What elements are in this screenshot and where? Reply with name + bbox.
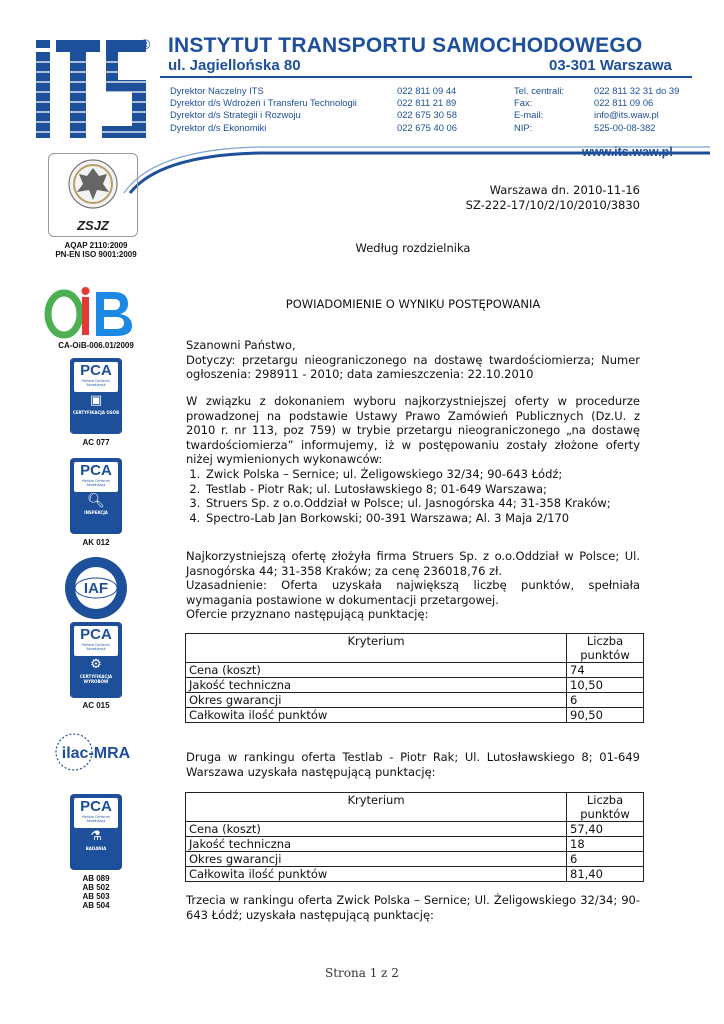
list-item: 2. Testlab - Piotr Rak; ul. Lutosławskiego 8; 01-649 Warszawa; bbox=[204, 482, 640, 497]
zsjz-label: ZSJZ bbox=[77, 218, 109, 233]
table-row bbox=[186, 678, 644, 693]
pca-logo-text: PCA bbox=[80, 462, 112, 479]
criterion-cell: Całkowita ilość punktów bbox=[186, 708, 567, 723]
gears-icon: ⚙ bbox=[90, 657, 102, 672]
justification-text: Uzasadnienie: Oferta uzyskała największą liczbę punktów, spełniała wymagania postawione w dokumentacji przetargowej. bbox=[186, 578, 640, 607]
table-header-row bbox=[186, 793, 644, 822]
third-place-text: Trzecia w rankingu oferta Zwick Polska – Sernice; Ul. Żeligowskiego 32/34; 90-643 Łódź; uzyskała następującą punktację: bbox=[186, 893, 640, 922]
ilac-text: ilac-MRA bbox=[61, 745, 131, 762]
table-row bbox=[186, 663, 644, 678]
institute-name: INSTYTUT TRANSPORTU SAMOCHODOWEGO bbox=[168, 34, 643, 57]
criterion-cell: Okres gwarancji bbox=[186, 852, 567, 867]
director-phone: 022 811 09 44 bbox=[397, 85, 457, 96]
points-cell: 10,50 bbox=[567, 678, 644, 693]
directors-table bbox=[170, 85, 694, 134]
pca-badge bbox=[70, 794, 122, 870]
aqap-standard: AQAP 2110:2009 bbox=[64, 241, 128, 250]
iaf-text: IAF bbox=[83, 580, 109, 597]
table-row bbox=[186, 852, 644, 867]
criterion-cell: Jakość techniczna bbox=[186, 678, 567, 693]
director-title: Dyrektor Naczelny ITS bbox=[170, 85, 264, 96]
pca-subtitle: Polskie Centrum Akredytacji bbox=[82, 379, 110, 387]
column-header: Kryterium bbox=[186, 634, 567, 663]
contact-value: 022 811 32 31 do 39 bbox=[594, 85, 680, 96]
address-street: ul. Jagiellońska 80 bbox=[168, 57, 301, 74]
accreditation-code: AC 077 bbox=[82, 438, 110, 447]
addressee: Według rozdzielnika bbox=[355, 241, 471, 255]
second-place-text: Druga w rankingu oferta Testlab - Piotr Rak; Ul. Lutosławskiego 8; 01-649 Warszawa uzyskała następującą punktację: bbox=[186, 750, 640, 779]
contact-value[interactable]: info@its.waw.pl bbox=[594, 109, 659, 121]
scores-intro: Ofercie przyznano następującą punktację: bbox=[186, 607, 429, 622]
table-header-row bbox=[186, 634, 644, 663]
bidders-list bbox=[186, 467, 640, 525]
pca-badge bbox=[70, 458, 122, 534]
director-row bbox=[170, 97, 694, 109]
criterion-cell: Cena (koszt) bbox=[186, 822, 567, 837]
accreditation-code: AB 504 bbox=[82, 901, 110, 910]
letter-opening bbox=[186, 338, 640, 382]
list-item: 3. Struers Sp. z o.o.Oddział w Polsce; ul. Jasnogórska 44; 31-358 Kraków; bbox=[204, 496, 640, 511]
column-header: Kryterium bbox=[186, 793, 567, 822]
accreditation-code: AC 015 bbox=[82, 701, 110, 710]
director-title: Dyrektor d/s Strategii i Rozwoju bbox=[170, 109, 301, 121]
oib-code: CA-OiB-006.01/2009 bbox=[58, 341, 134, 350]
contact-label: Tel. centrali: bbox=[514, 85, 565, 96]
contact-value: 525-00-08-382 bbox=[594, 121, 656, 133]
table-row bbox=[186, 822, 644, 837]
flask-icon: ⚗ bbox=[90, 829, 102, 844]
eagle-emblem-icon bbox=[49, 154, 137, 214]
criterion-cell: Całkowita ilość punktów bbox=[186, 867, 567, 882]
oib-logo bbox=[42, 284, 152, 340]
result-paragraph bbox=[186, 549, 640, 622]
iaf-logo bbox=[64, 556, 128, 620]
score-table-second bbox=[185, 792, 644, 882]
iso-standard: PN-EN ISO 9001:2009 bbox=[55, 250, 137, 259]
pca-logo-text: PCA bbox=[80, 626, 112, 643]
header-rule bbox=[160, 76, 692, 78]
table-row bbox=[186, 708, 644, 723]
points-cell: 81,40 bbox=[567, 867, 644, 882]
points-cell: 57,40 bbox=[567, 822, 644, 837]
director-row bbox=[170, 109, 694, 121]
score-table-winner bbox=[185, 633, 644, 723]
zsjz-badge bbox=[48, 153, 138, 237]
director-phone: 022 675 40 06 bbox=[397, 121, 457, 133]
contact-label: NIP: bbox=[514, 121, 533, 133]
points-cell: 18 bbox=[567, 837, 644, 852]
winner-text: Najkorzystniejszą ofertę złożyła firma Struers Sp. z o.o.Oddział w Polsce; Ul. Jasnogórska 44; 31-358 Kraków; za cenę 236018,76 zł. bbox=[186, 549, 640, 578]
list-item: 4. Spectro-Lab Jan Borkowski; 00-391 Warszawa; Al. 3 Maja 2/170 bbox=[204, 511, 640, 526]
accreditation-code: AB 502 bbox=[82, 883, 110, 892]
people-icon: ▣ bbox=[89, 393, 103, 408]
pca-badge bbox=[70, 622, 122, 698]
director-title: Dyrektor d/s Wdrożeń i Transferu Technologii bbox=[170, 97, 357, 109]
pca-logo-text: PCA bbox=[80, 798, 112, 815]
date-block bbox=[186, 183, 640, 212]
pca-badge-caption: BADANIA bbox=[85, 846, 107, 851]
magnifier-icon: 🔍︎ bbox=[87, 493, 105, 509]
column-header: Liczba punktów bbox=[567, 793, 644, 822]
director-title: Dyrektor d/s Ekonomiki bbox=[170, 121, 267, 133]
pca-badge bbox=[70, 358, 122, 434]
ilac-mra-logo bbox=[48, 732, 144, 772]
points-cell: 6 bbox=[567, 693, 644, 708]
subject-line: Dotyczy: przetargu nieograniczonego na dostawę twardościomierza; Numer ogłoszenia: 298911 - 2010; data zamieszczenia: 22.10.2010 bbox=[186, 352, 640, 382]
criterion-cell: Okres gwarancji bbox=[186, 693, 567, 708]
pca-badge-caption: CERTYFIKACJA WYROBÓW bbox=[79, 674, 113, 684]
contact-label: E-mail: bbox=[514, 109, 544, 121]
letter-title: POWIADOMIENIE O WYNIKU POSTĘPOWANIA bbox=[285, 297, 541, 311]
pca-subtitle: Polskie Centrum Akredytacji bbox=[82, 815, 110, 823]
pca-badge-caption: CERTYFIKACJA OSÓB bbox=[72, 410, 120, 415]
page-number: Strona 1 z 2 bbox=[325, 966, 399, 980]
criterion-cell: Cena (koszt) bbox=[186, 663, 567, 678]
pca-subtitle: Polskie Centrum Akredytacji bbox=[82, 643, 110, 651]
salutation: Szanowni Państwo, bbox=[186, 338, 296, 352]
intro-paragraph bbox=[186, 394, 640, 525]
table-row bbox=[186, 693, 644, 708]
its-logo bbox=[36, 40, 156, 138]
column-header: Liczba punktów bbox=[567, 634, 644, 663]
pca-badge-caption: INSPEKCJA bbox=[84, 510, 108, 515]
points-cell: 90,50 bbox=[567, 708, 644, 723]
pca-logo-text: PCA bbox=[80, 362, 112, 379]
table-row bbox=[186, 837, 644, 852]
points-cell: 74 bbox=[567, 663, 644, 678]
director-phone: 022 811 21 89 bbox=[397, 97, 457, 109]
accreditation-code: AB 089 bbox=[82, 874, 110, 883]
contact-value: 022 811 09 06 bbox=[594, 97, 654, 109]
accreditation-code: AK 012 bbox=[82, 538, 110, 547]
criterion-cell: Jakość techniczna bbox=[186, 837, 567, 852]
director-phone: 022 675 30 58 bbox=[397, 109, 457, 121]
accreditation-code: AB 503 bbox=[82, 892, 110, 901]
points-cell: 6 bbox=[567, 852, 644, 867]
list-item: 1. Zwick Polska – Sernice; ul. Żeligowskiego 32/34; 90-643 Łódź; bbox=[204, 467, 640, 482]
date-line: Warszawa dn. 2010-11-16 bbox=[489, 183, 640, 197]
director-row bbox=[170, 122, 694, 134]
director-row bbox=[170, 85, 694, 97]
registered-mark: ® bbox=[140, 36, 151, 52]
reference-number: SZ-222-17/10/2/10/2010/3830 bbox=[465, 197, 640, 212]
table-row bbox=[186, 867, 644, 882]
pca-subtitle: Polskie Centrum Akredytacji bbox=[82, 479, 110, 487]
logo-text: ITS bbox=[96, 100, 98, 101]
contact-label: Fax: bbox=[514, 97, 533, 109]
address-city: 03-301 Warszawa bbox=[549, 57, 672, 74]
intro-text: W związku z dokonaniem wyboru najkorzystniejszej oferty w procedurze prowadzonej na podstawie Ustawy Prawo Zamówień Publicznych (Dz.U. z 2010 r. nr 113, poz 759) w trybie przetargu nieograniczonego „na dostawę twardościomierza” informujemy, iż w postępowaniu zostały złożone oferty niżej wymienionych wykonawców: bbox=[186, 394, 640, 467]
website-link[interactable]: www.its.waw.pl bbox=[582, 145, 673, 159]
